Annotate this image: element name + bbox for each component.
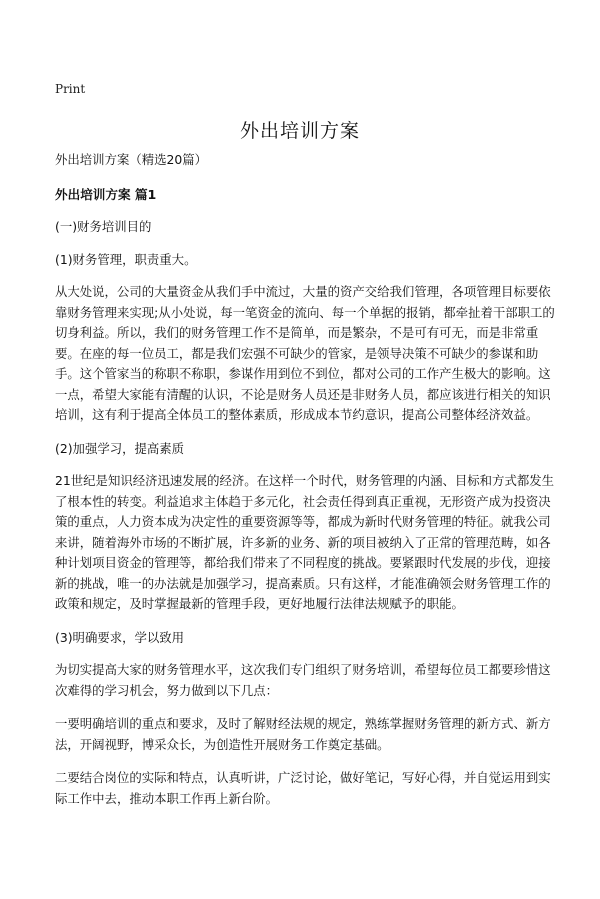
body-paragraph: 21世纪是知识经济迅速发展的经济。在这样一个时代，财务管理的内涵、目标和方式都发生了根本性的转变。利益追求主体趋于多元化，社会责任得到真正重视，无形资产成为投资决策的重点，人力资本成为决定性的重要资源等等，都成为新时代财务管理的特征。就我公司来讲，随着海外市场的不断扩展，许多新的业务、新的项目被纳入了正常的管理范畴，如各种计划项目资金的管理等，都给我们带来了不同程度的挑战。要紧跟时代发展的步伐，迎接新的挑战，唯一的办法就是加强学习，提高素质。只有这样，才能准确领会财务管理工作的政策和规定，及时掌握最新的管理手段，更好地履行法律法规赋予的职能。: [55, 473, 555, 611]
section-heading: 外出培训方案 篇1: [55, 186, 157, 202]
print-label: Print: [55, 82, 86, 96]
item-heading-requirements: (3)明确要求，学以致用: [55, 629, 185, 645]
document-body: [55, 150, 555, 822]
document-subtitle: 外出培训方案（精选20篇）: [55, 152, 208, 167]
document-title: 外出培训方案: [239, 120, 360, 142]
item-heading-responsibility: (1)财务管理，职责重大。: [55, 251, 197, 267]
body-paragraph: 二要结合岗位的实际和特点，认真听讲，广泛讨论，做好笔记，写好心得，并自觉运用到实际工作中去，推动本职工作再上新台阶。: [55, 770, 551, 806]
body-paragraph: 从大处说，公司的大量资金从我们手中流过，大量的资产交给我们管理，各项管理目标要依靠财务管理来实现;从小处说，每一笔资金的流向、每一个单据的报销，都牵扯着干部职工的切身利益。所以，我们的财务管理工作不是简单，而是繁杂，不是可有可无，而是非常重要。在座的每一位员工，都是我们宏强不可缺少的管家，是领导决策不可缺少的参谋和助手。这个管家当的称职不称职，参谋作用到位不到位，都对公司的工作产生极大的影响。这一点，希望大家能有清醒的认识，不论是财务人员还是非财务人员，都应该进行相关的知识培训，这有利于提高全体员工的整体素质，形成成本节约意识，提高公司整体经济效益。: [55, 284, 555, 422]
item-heading-learning: (2)加强学习，提高素质: [55, 440, 185, 456]
body-paragraph: 为切实提高大家的财务管理水平，这次我们专门组织了财务培训，希望每位员工都要珍惜这次难得的学习机会，努力做到以下几点：: [55, 662, 551, 698]
body-paragraph: 一要明确培训的重点和要求，及时了解财经法规的规定，熟练掌握财务管理的新方式、新方法，开阔视野，博采众长，为创造性开展财务工作奠定基础。: [55, 716, 551, 752]
item-heading-purpose: (一)财务培训目的: [55, 219, 152, 234]
